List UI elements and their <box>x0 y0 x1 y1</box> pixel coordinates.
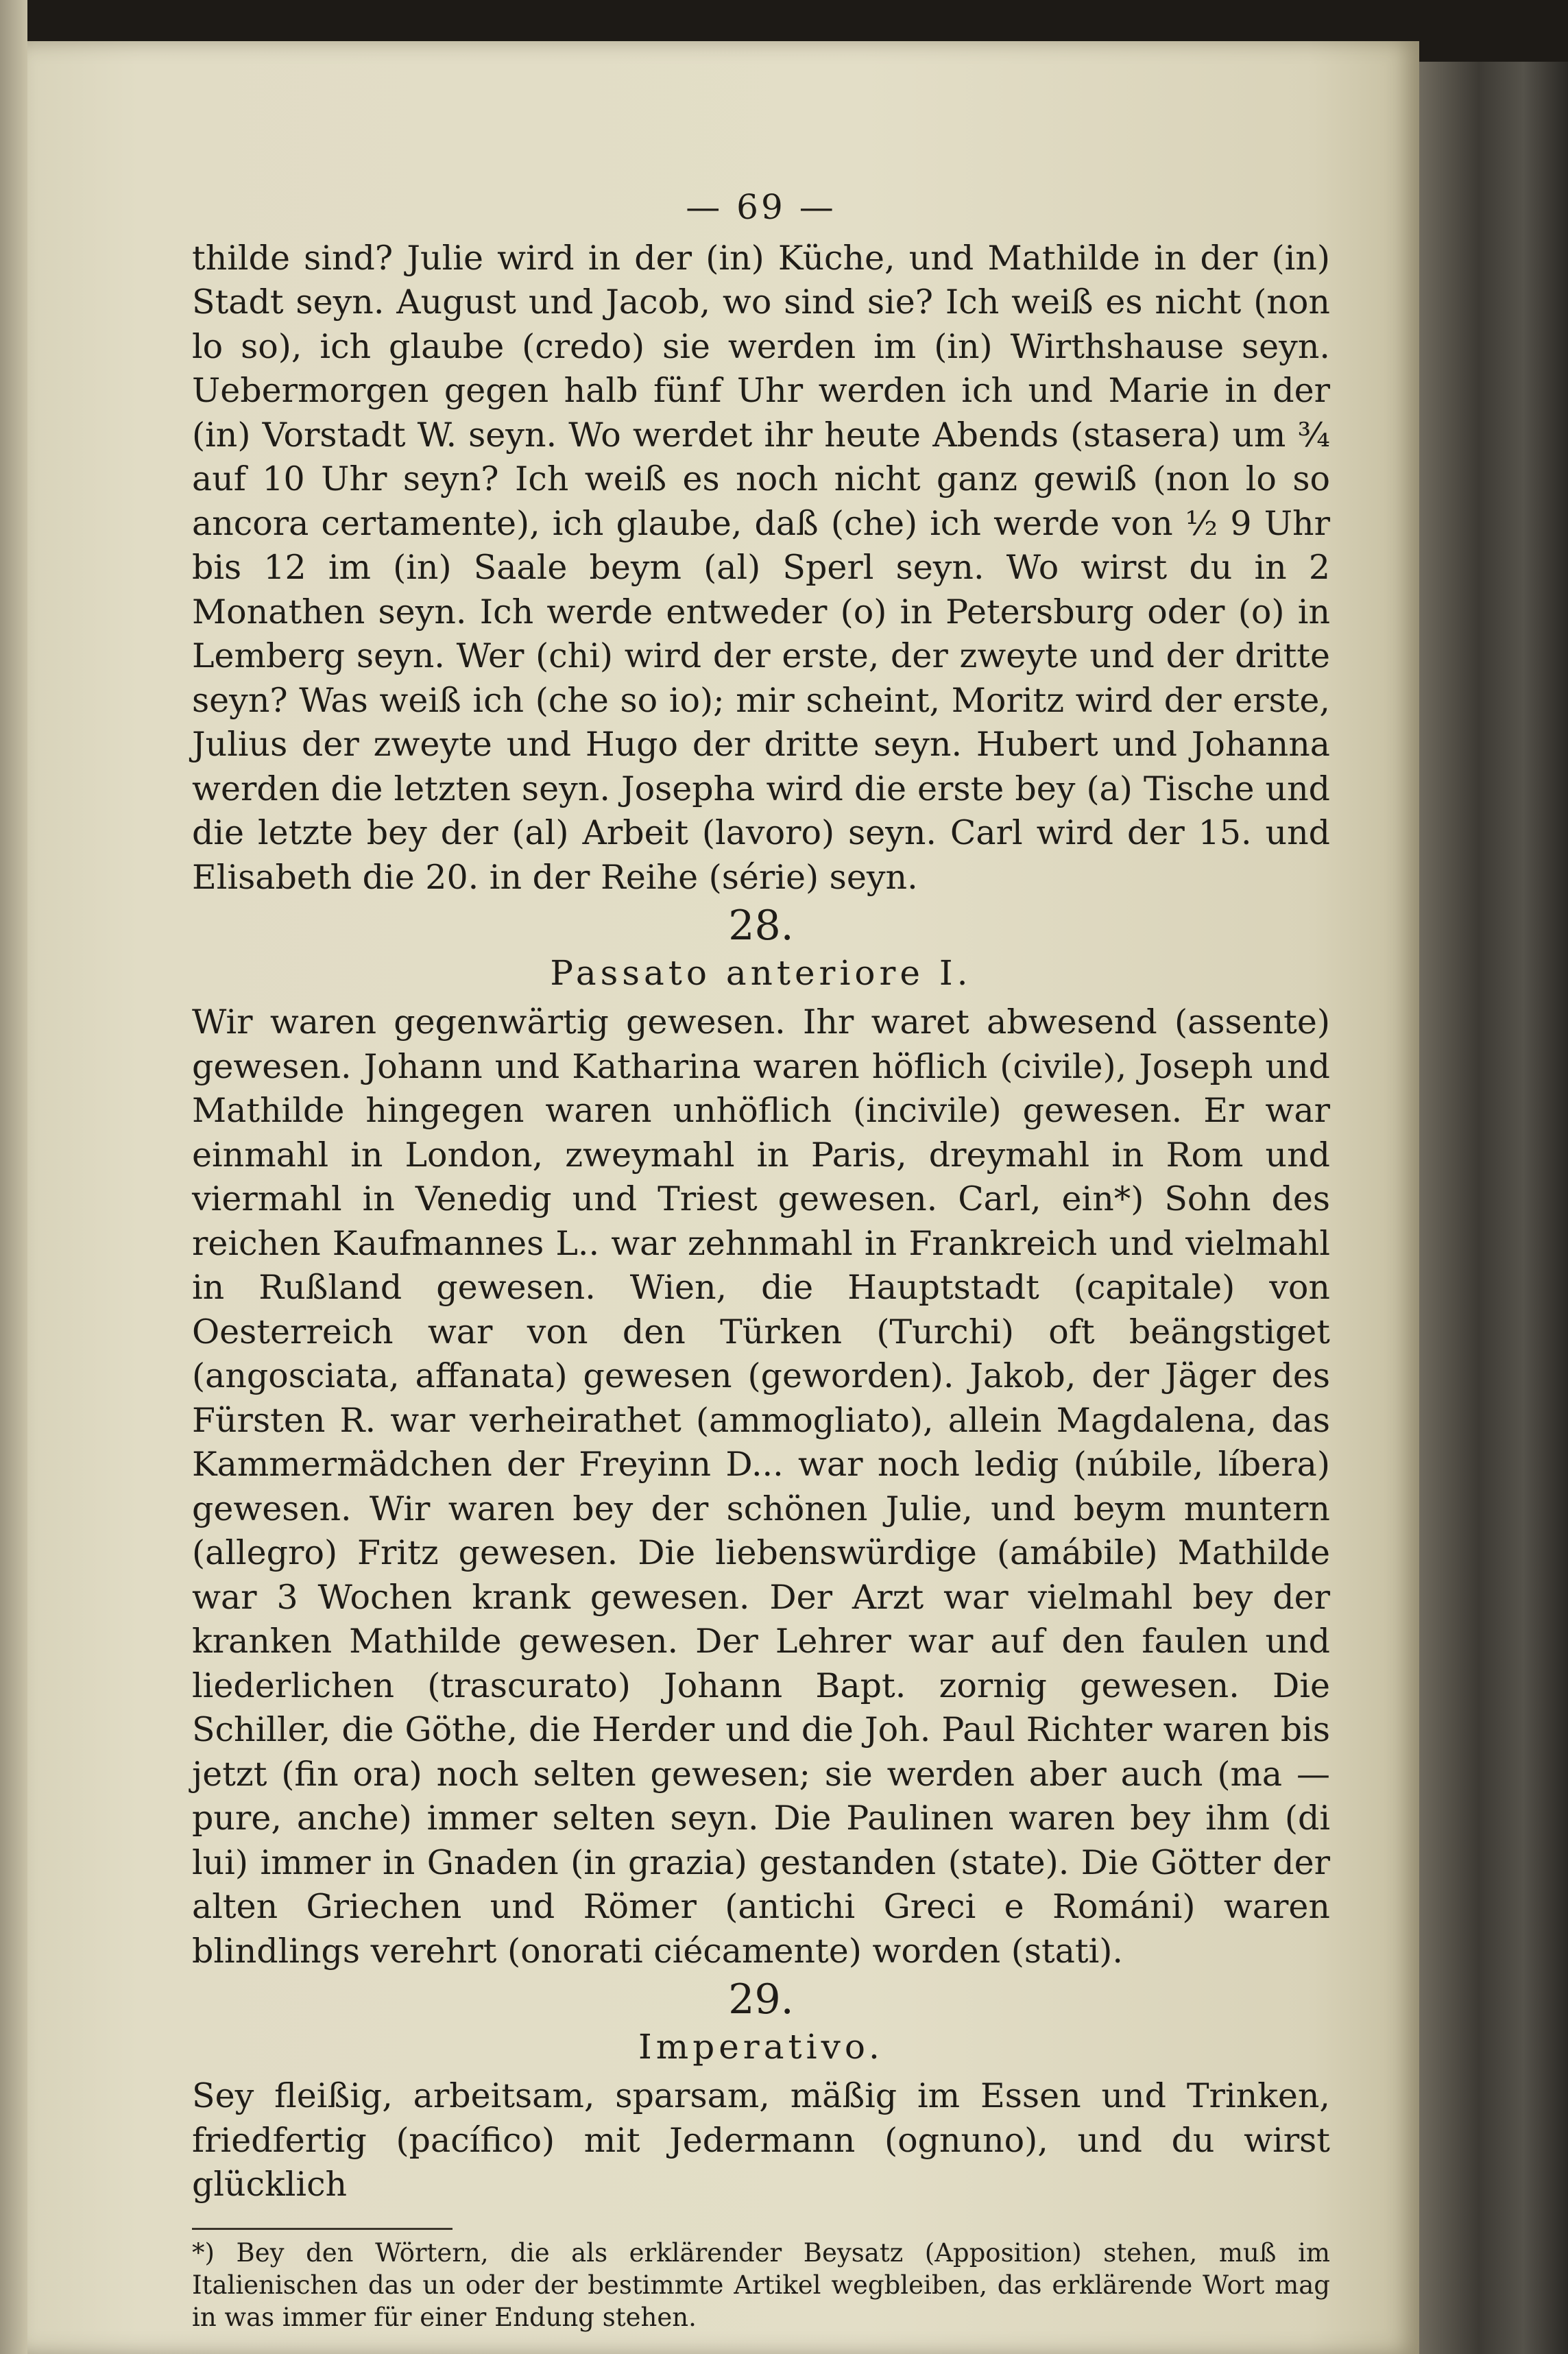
left-page-edge <box>0 0 27 2354</box>
page-number: — 69 — <box>686 187 836 227</box>
section-29-paragraph: Sey fleißig, arbeitsam, sparsam, mäßig im Essen und Trinken, friedfertig (pacífico) mit Jedermann (ognuno), und du wirst glücklich <box>192 2076 1330 2204</box>
section-28-paragraph: Wir waren gegenwärtig gewesen. Ihr waret abwesend (assente) gewesen. Johann und Katharina waren höflich (civile), Joseph und Mathilde hingegen waren unhöflich (incivile) gewesen. Er war einmahl in London, zweymahl in Paris, dreymahl in Rom und viermahl in Venedig und Triest gewesen. Carl, ein*) Sohn des reichen Kaufmannes L.. war zehnmahl in Frankreich und vielmahl in Rußland gewesen. Wien, die Hauptstadt (capitale) von Oesterreich war von den Türken (Turchi) oft beängstiget (angosciata, affanata) gewesen (geworden). Jakob, der Jäger des Fürsten R. war verheirathet (ammogliato), allein Magdalena, das Kammermädchen der Freyinn D... war noch ledig (núbile, líbera) gewesen. Wir waren bey der schönen Julie, und beym muntern (allegro) Fritz gewesen. Die liebenswürdige (amábile) Mathilde war 3 Wochen krank gewesen. Der Arzt war vielmahl bey der kranken Mathilde gewesen. Der Lehrer war auf den faulen und liederlichen (trascurato) Johann Bapt. zornig gewesen. Die Schiller, die Göthe, die Herder und die Joh. Paul Richter waren bis jetzt (fin ora) noch selten gewesen; sie werden aber auch (ma — pure, anche) immer selten seyn. Die Paulinen waren bey ihm (di lui) immer in Gnaden (in grazia) gestanden (state). Die Götter der alten Griechen und Römer (antichi Greci e Románi) waren blindlings verehrt (onorati ciécamente) worden (stati). <box>192 1002 1330 1971</box>
section-28-title: Passato anteriore I. <box>550 952 972 993</box>
page-content <box>192 185 1330 2333</box>
section-27-tail-paragraph: thilde sind? Julie wird in der (in) Küche, und Mathilde in der (in) Stadt seyn. August und Jacob, wo sind sie? Ich weiß es nicht (non lo so), ich glaube (credo) sie werden im (in) Wirthshause seyn. Uebermorgen gegen halb fünf Uhr werden ich und Marie in der (in) Vorstadt W. seyn. Wo werdet ihr heute Abends (stasera) um ¾ auf 10 Uhr seyn? Ich weiß es noch nicht ganz gewiß (non lo so ancora certamente), ich glaube, daß (che) ich werde von ½ 9 Uhr bis 12 im (in) Saale beym (al) Sperl seyn. Wo wirst du in 2 Monathen seyn. Ich werde entweder (o) in Petersburg oder (o) in Lemberg seyn. Wer (chi) wird der erste, der zweyte und der dritte seyn? Was weiß ich (che so io); mir scheint, Moritz wird der erste, Julius der zweyte und Hugo der dritte seyn. Hubert und Johanna werden die letzten seyn. Josepha wird die erste bey (a) Tische und die letzte bey der (al) Arbeit (lavoro) seyn. Carl wird der 15. und Elisabeth die 20. in der Reihe (série) seyn. <box>192 238 1330 897</box>
book-spine <box>1419 62 1568 2354</box>
section-28-number: 28. <box>728 902 794 950</box>
section-29-title: Imperativo. <box>638 2026 884 2067</box>
footnote-divider <box>192 2228 453 2230</box>
footnote: *) Bey den Wörtern, die als erklärender Beysatz (Apposition) stehen, muß im Italienischen das un oder der bestimmte Artikel wegbleiben, das erklärende Wort mag in was immer für einer Endung stehen. <box>192 2237 1330 2332</box>
section-29-number: 29. <box>728 1975 794 2023</box>
